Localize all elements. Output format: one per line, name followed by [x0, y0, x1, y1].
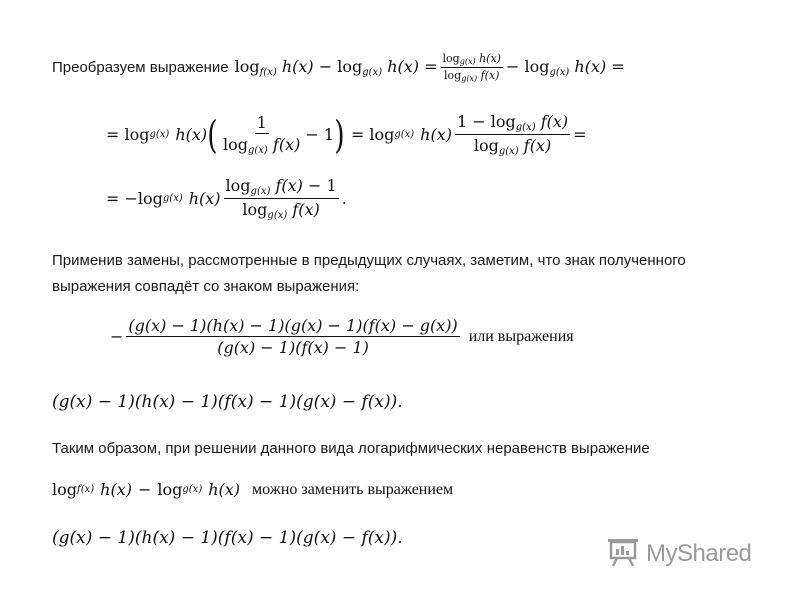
sign-expression-line: − $\frac{(g(x) - 1)(h(x) - 1)(g(x) - 1)(f(x) - g(x))}{(g(x) - 1)(f(x) - 1)}$ или выражения: [110, 316, 574, 357]
line-3: = −log g(x) h(x) $\frac{\log_{g(x)} f(x) - 1}{\log_{g(x)} f(x)}$ .: [106, 176, 347, 221]
left-paren: (: [207, 112, 218, 157]
log-f-h-term: $\log_{f(x)} h(x) - \log_{g(x)} h(x)$ =: [234, 57, 438, 78]
reciprocal-fraction: $\frac{1}{\log_{g(x)} f(x)}$: [222, 113, 301, 156]
intro-text: Преобразуем выражение: [52, 59, 229, 76]
replace-with-text: можно заменить выражением: [252, 480, 454, 498]
sign-fraction: $\frac{(g(x) - 1)(h(x) - 1)(g(x) - 1)(f(x) - g(x))}{(g(x) - 1)(f(x) - 1)}$: [128, 316, 458, 357]
product-expression-1: (g(x) − 1)(h(x) − 1)(f(x) − 1)(g(x) − f(x)).: [52, 392, 403, 412]
myshared-brand-text: MyShared: [646, 540, 752, 567]
final-log-fraction: $\frac{\log_{g(x)} f(x) - 1}{\log_{g(x)} f(x)}$: [225, 176, 337, 221]
log-g-h-term: − $\log_{g(x)} h(x)$ =: [505, 57, 625, 78]
combined-fraction: $\frac{1 - \log_{g(x)} f(x)}{\log_{g(x)} f(x)}$: [456, 112, 569, 157]
paragraph-2-line-2: выражения совпадёт со знаком выражения:: [52, 278, 360, 295]
paragraph-2-line-1: Применив замены, рассмотренные в предыдущих случаях, заметим, что знак полученного: [52, 252, 686, 269]
right-paren: ): [334, 112, 345, 157]
line-2: = log g(x) h(x) ( $\frac{1}{\log_{g(x)} f(x)}$ − 1 ) = log g(x) h(x) $\frac{1 - \log_{g(x)} f(x)}{\log_{g(x)} f(x)}$ =: [106, 112, 587, 157]
product-expression-2: (g(x) − 1)(h(x) − 1)(f(x) − 1)(g(x) − f(x)).: [52, 528, 403, 548]
change-of-base-fraction: $\frac{\log_{g(x)} h(x)}{\log_{g(x)} f(x)}$: [442, 52, 501, 83]
projector-screen-icon: [606, 536, 640, 572]
replace-line: log f(x) h(x) − log g(x) h(x) можно заменить выражением: [52, 480, 454, 499]
paragraph-3: Таким образом, при решении данного вида логарифмических неравенств выражение: [52, 440, 650, 457]
or-expression-text: или выражения: [468, 327, 574, 345]
line-1: [52, 52, 625, 83]
myshared-watermark: [606, 536, 751, 572]
